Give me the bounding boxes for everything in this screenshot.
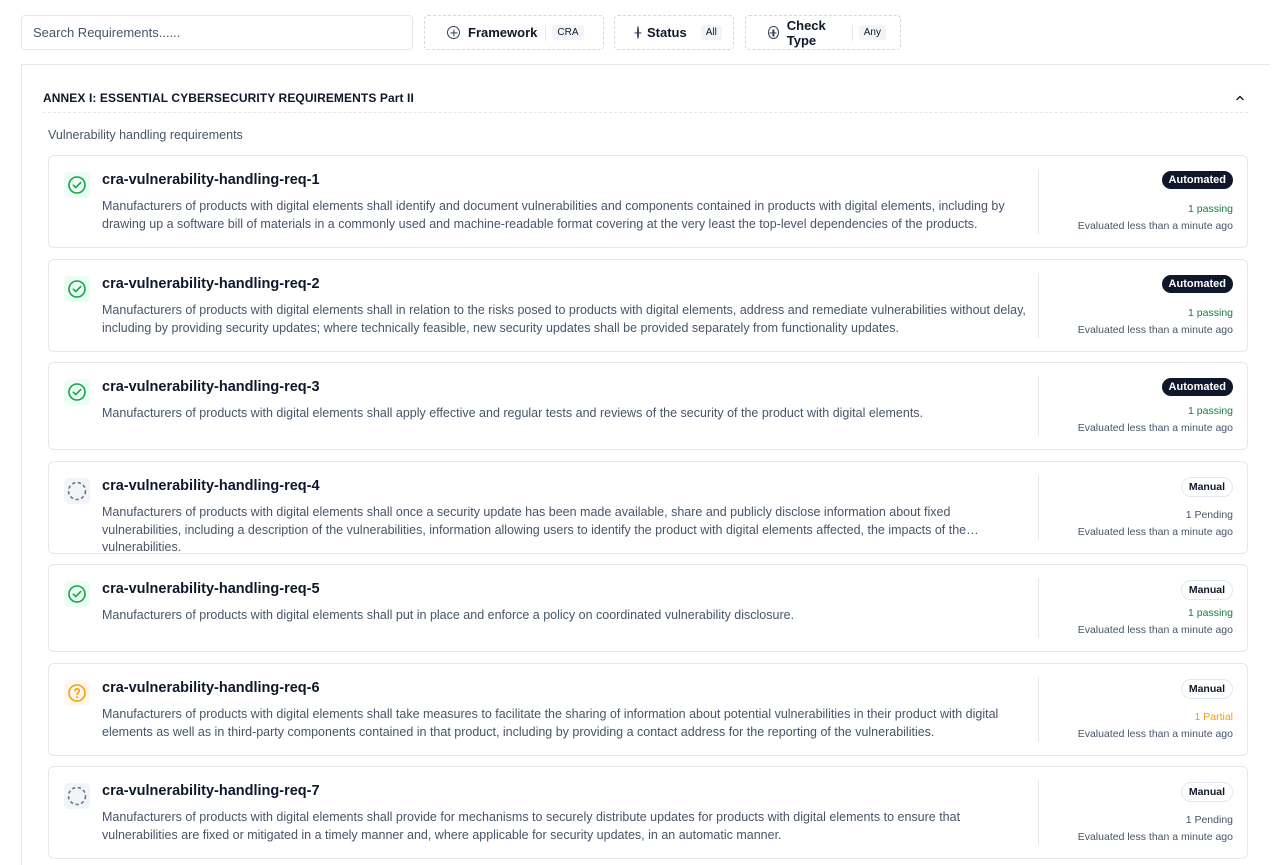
evaluated-time: Evaluated less than a minute ago	[1077, 624, 1233, 636]
framework-filter-button[interactable]	[424, 15, 604, 50]
section-title: ANNEX I: ESSENTIAL CYBERSECURITY REQUIREMENTS Part II	[43, 91, 414, 105]
requirement-card[interactable]	[48, 155, 1248, 248]
requirement-card[interactable]	[48, 259, 1248, 352]
check-type-badge: Manual	[1181, 580, 1233, 600]
requirement-title: cra-vulnerability-handling-req-1	[102, 172, 320, 188]
requirement-description: Manufacturers of products with digital elements shall in relation to the risks posed to products with digital elements, address and remediate vulnerabilities without delay, including by providing security updates; where technically feasible, new security updates shall be provided separately from functionality updates.	[102, 303, 1026, 335]
status-filter-value: All	[701, 25, 722, 40]
check-circle-icon	[64, 276, 90, 302]
requirement-description: Manufacturers of products with digital elements shall take measures to facilitate the sharing of information about potential vulnerabilities in their product with digital elements as well as in third-party components contained in that product, including by providing a contact address for the reporting of the vulnerabilities.	[102, 707, 999, 739]
card-divider	[1038, 169, 1039, 234]
plus-circle-icon	[447, 26, 460, 39]
evaluated-time: Evaluated less than a minute ago	[1077, 324, 1233, 336]
check-type-badge: Manual	[1181, 782, 1233, 802]
requirement-description: Manufacturers of products with digital elements shall identify and document vulnerabilities and components contained in products with digital elements, including by drawing up a software bill of materials in a commonly used and machine-readable format covering at the very least the top-level dependencies of the products.	[102, 199, 1005, 231]
requirement-description: Manufacturers of products with digital elements shall once a security update has been made available, share and publicly disclose information about fixed vulnerabilities, including a description of the vulnerabilities, information allowing users to identify the product with digital elements affected, the impacts of the vulnerabilities.	[102, 505, 967, 554]
result-status: 1 passing	[1188, 405, 1233, 417]
check-circle-icon	[64, 379, 90, 405]
plus-circle-icon	[637, 26, 639, 39]
requirement-card[interactable]	[48, 362, 1248, 450]
card-divider	[1038, 376, 1039, 436]
framework-filter-label: Framework	[468, 25, 538, 40]
plus-circle-icon	[768, 26, 779, 39]
result-status: 1 passing	[1188, 307, 1233, 319]
requirement-card[interactable]	[48, 564, 1248, 652]
section-header[interactable]	[43, 84, 1248, 113]
evaluated-time: Evaluated less than a minute ago	[1077, 422, 1233, 434]
check-circle-icon	[64, 172, 90, 198]
result-status: 1 Pending	[1185, 509, 1233, 521]
status-filter-button[interactable]	[614, 15, 734, 50]
check-type-filter-value: Any	[859, 25, 886, 40]
requirement-card[interactable]	[48, 461, 1248, 554]
requirement-card[interactable]	[48, 766, 1248, 859]
filter-divider	[545, 25, 546, 41]
status-filter-label: Status	[647, 25, 687, 40]
requirement-description: Manufacturers of products with digital elements shall put in place and enforce a policy on coordinated vulnerability disclosure.	[102, 608, 795, 622]
requirement-title: cra-vulnerability-handling-req-2	[102, 276, 320, 292]
check-type-filter-label: Check Type	[786, 17, 826, 48]
requirement-title: cra-vulnerability-handling-req-4	[102, 478, 320, 494]
top-divider	[21, 64, 1270, 65]
requirement-title: cra-vulnerability-handling-req-6	[102, 680, 320, 696]
evaluated-time: Evaluated less than a minute ago	[1077, 526, 1233, 538]
dashed-circle-icon	[64, 783, 90, 809]
result-status: 1 Pending	[1185, 814, 1233, 826]
filter-divider	[852, 25, 853, 41]
question-circle-icon	[64, 680, 90, 706]
card-divider	[1038, 475, 1039, 540]
check-type-badge: Automated	[1162, 378, 1233, 396]
evaluated-time: Evaluated less than a minute ago	[1077, 831, 1233, 843]
check-type-badge: Automated	[1162, 171, 1233, 189]
requirement-description: Manufacturers of products with digital elements shall apply effective and regular tests and reviews of the security of the product with digital elements.	[102, 406, 924, 420]
check-type-badge: Manual	[1181, 679, 1233, 699]
result-status: 1 passing	[1188, 203, 1233, 215]
check-circle-icon	[64, 581, 90, 607]
result-status: 1 Partial	[1194, 711, 1233, 723]
card-divider	[1038, 677, 1039, 742]
evaluated-time: Evaluated less than a minute ago	[1077, 728, 1233, 740]
dashed-circle-icon	[64, 478, 90, 504]
framework-filter-value: CRA	[552, 25, 583, 40]
requirement-description: Manufacturers of products with digital elements shall provide for mechanisms to securely distribute updates for products with digital elements to ensure that vulnerabilities are fixed or mitigated in a timely manner and, where applicable for security updates, in an automatic manner.	[102, 810, 961, 842]
search-input[interactable]	[21, 15, 413, 50]
requirement-title: cra-vulnerability-handling-req-5	[102, 581, 320, 597]
card-divider	[1038, 273, 1039, 338]
check-type-filter-button[interactable]	[745, 15, 901, 50]
left-border	[21, 64, 22, 865]
requirement-title: cra-vulnerability-handling-req-3	[102, 379, 320, 395]
card-divider	[1038, 780, 1039, 845]
evaluated-time: Evaluated less than a minute ago	[1077, 220, 1233, 232]
card-divider	[1038, 578, 1039, 638]
check-type-badge: Automated	[1162, 275, 1233, 293]
requirement-title: cra-vulnerability-handling-req-7	[102, 783, 320, 799]
section-subtitle: Vulnerability handling requirements	[48, 128, 243, 142]
check-type-badge: Manual	[1181, 477, 1233, 497]
requirement-card[interactable]	[48, 663, 1248, 756]
chevron-up-icon[interactable]	[1232, 90, 1248, 106]
result-status: 1 passing	[1188, 607, 1233, 619]
filter-toolbar	[21, 15, 901, 50]
